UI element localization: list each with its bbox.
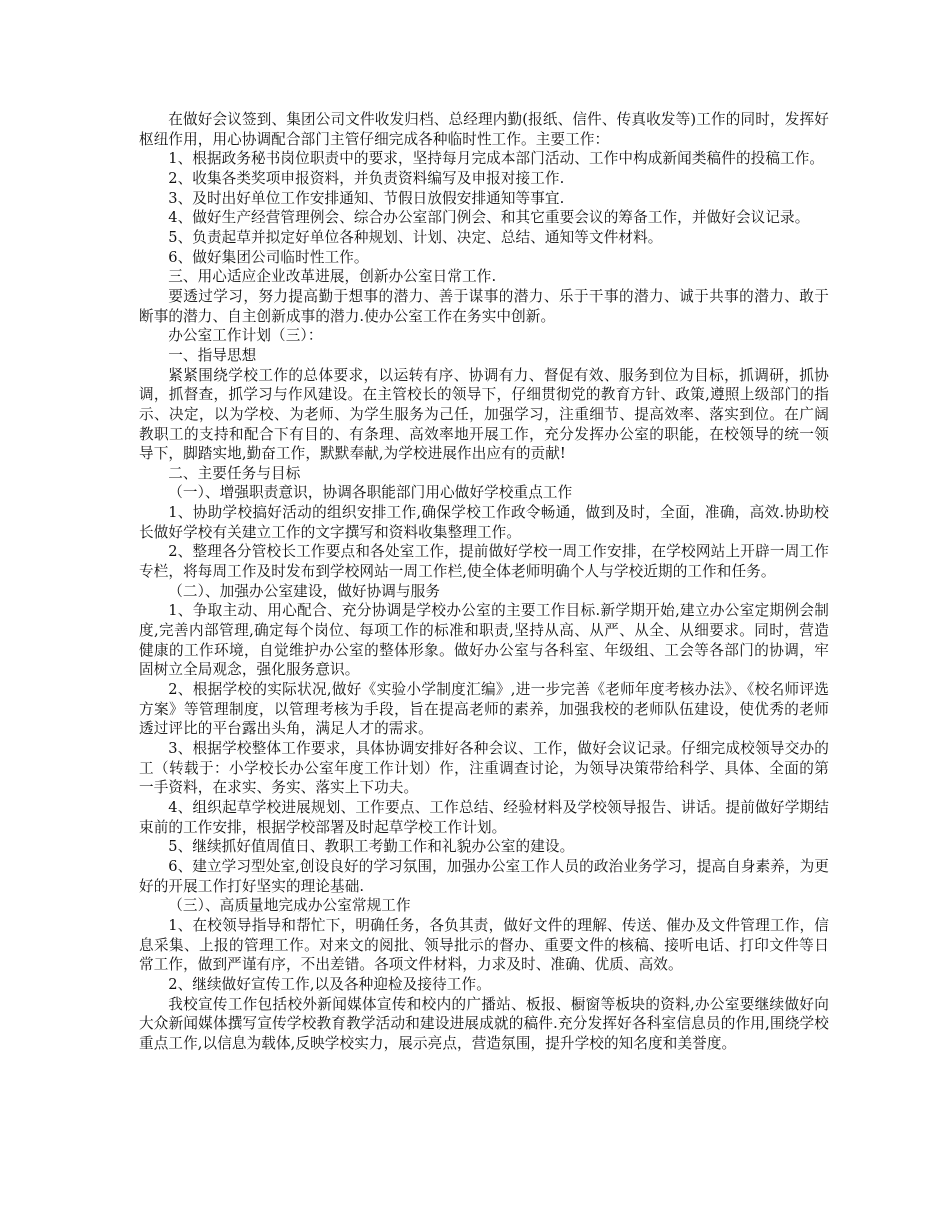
paragraph: 2、继续做好宣传工作,以及各种迎检及接待工作。: [168, 975, 491, 993]
section-title: 办公室工作计划（三）：: [168, 327, 323, 345]
paragraph: 4、做好生产经营管理例会、综合办公室部门例会、和其它重要会议的筹备工作，并做好会议记录。: [168, 209, 810, 227]
subsection-heading: （三）、高质量地完成办公室常规工作: [168, 897, 411, 915]
paragraph: 紧紧围绕学校工作的总体要求，以运转有序、协调有力、督促有效、服务到位为目标，抓调研，抓协调，抓督查，抓学习与作风建设。在主管校长的领导下，仔细贯彻党的教育方针、政策,遵照上级部门的指示、决定，以为学校、为老师、为学生服务为己任，加强学习，注重细节、提高效率、落实到位。在广阔教职工的支持和配合下有目的、有条理、高效率地开展工作，充分发挥办公室的职能，在校领导的统一领导下，脚踏实地,勤奋工作，默默奉献,为学校进展作出应有的贡献!: [139, 366, 829, 463]
paragraph: 在做好会议签到、集团公司文件收发归档、总经理内勤(报纸、信件、传真收发等)工作的同时，发挥好枢纽作用，用心协调配合部门主管仔细完成各种临时性工作。主要工作：: [139, 111, 829, 148]
paragraph: 1、争取主动、用心配合、充分协调是学校办公室的主要工作目标.新学期开始,建立办公室定期例会制度,完善内部管理,确定每个岗位、每项工作的标准和职责,坚持从高、从严、从全、从细要求。同时，营造健康的工作环境，自觉维护办公室的整体形象。做好办公室与各科室、年级组、工会等各部门的协调，牢固树立全局观念，强化服务意识。: [139, 602, 829, 679]
paragraph: 4、组织起草学校进展规划、工作要点、工作总结、经验材料及学校领导报告、讲话。提前做好学期结束前的工作安排，根据学校部署及时起草学校工作计划。: [139, 798, 829, 836]
document-body: [139, 110, 829, 1054]
paragraph: 1、在校领导指导和帮忙下，明确任务，各负其责，做好文件的理解、传送、催办及文件管理工作，信息采集、上报的管理工作。对来文的阅批、领导批示的督办、重要文件的核稿、接听电话、打印文件等日常工作，做到严谨有序，不出差错。各项文件材料，力求及时、准确、优质、高效。: [139, 916, 829, 974]
paragraph: 6、建立学习型处室,创设良好的学习氛围，加强办公室工作人员的政治业务学习，提高自身素养，为更好的开展工作打好坚实的理论基础.: [139, 857, 829, 895]
subsection-heading: （二）、加强办公室建设，做好协调与服务: [168, 582, 441, 600]
paragraph: 3、及时出好单位工作安排通知、节假日放假安排通知等事宜.: [168, 189, 565, 207]
paragraph: 6、做好集团公司临时性工作。: [168, 248, 369, 266]
paragraph: 1、协助学校搞好活动的组织安排工作,确保学校工作政令畅通，做到及时，全面，准确，高效.协助校长做好学校有关建立工作的文字撰写和资料收集整理工作。: [139, 504, 829, 541]
paragraph: 5、继续抓好值周值日、教职工考勤工作和礼貌办公室的建设。: [168, 838, 575, 856]
section-heading: 一、指导思想: [168, 346, 257, 364]
paragraph: 2、收集各类奖项申报资料，并负责资料编写及申报对接工作.: [168, 169, 565, 187]
paragraph: 3、根据学校整体工作要求，具体协调安排好各种会议、工作，做好会议记录。仔细完成校领导交办的工（转载于：小学校长办公室年度工作计划）作，注重调查讨论，为领导决策带给科学、具体、全面的第一手资料，在求实、务实、落实上下功夫。: [139, 740, 829, 797]
paragraph: 2、根据学校的实际状况,做好《实验小学制度汇编》,进一步完善《老师年度考核办法》、《校名师评选方案》等管理制度，以管理考核为手段，旨在提高老师的素养，加强我校的老师队伍建设，使优秀的老师透过评比的平台露出头角，满足人才的需求。: [139, 681, 829, 738]
section-heading: 二、主要任务与目标: [168, 464, 301, 482]
paragraph: 1、根据政务秘书岗位职责中的要求，坚持每月完成本部门活动、工作中构成新闻类稿件的投稿工作。: [168, 150, 825, 168]
paragraph: 2、整理各分管校长工作要点和各处室工作，提前做好学校一周工作安排，在学校网站上开辟一周工作专栏，将每周工作及时发布到学校网站一周工作栏,使全体老师明确个人与学校近期的工作和任务。: [139, 543, 829, 581]
paragraph: 要透过学习，努力提高勤于想事的潜力、善于谋事的潜力、乐于干事的潜力、诚于共事的潜力、敢于断事的潜力、自主创新成事的潜力.使办公室工作在务实中创新。: [139, 287, 829, 325]
paragraph: 5、负责起草并拟定好单位各种规划、计划、决定、总结、通知等文件材料。: [168, 228, 663, 246]
paragraph: 我校宣传工作包括校外新闻媒体宣传和校内的广播站、板报、橱窗等板块的资料,办公室要继续做好向大众新闻媒体撰写宣传学校教育教学活动和建设进展成就的稿件.充分发挥好各科室信息员的作用,围绕学校重点工作,以信息为载体,反映学校实力，展示亮点，营造氛围，提升学校的知名度和美誉度。: [139, 995, 829, 1052]
subsection-heading: （一）、增强职责意识，协调各职能部门用心做好学校重点工作: [168, 484, 573, 502]
section-heading: 三、用心适应企业改革进展，创新办公室日常工作.: [168, 268, 497, 286]
